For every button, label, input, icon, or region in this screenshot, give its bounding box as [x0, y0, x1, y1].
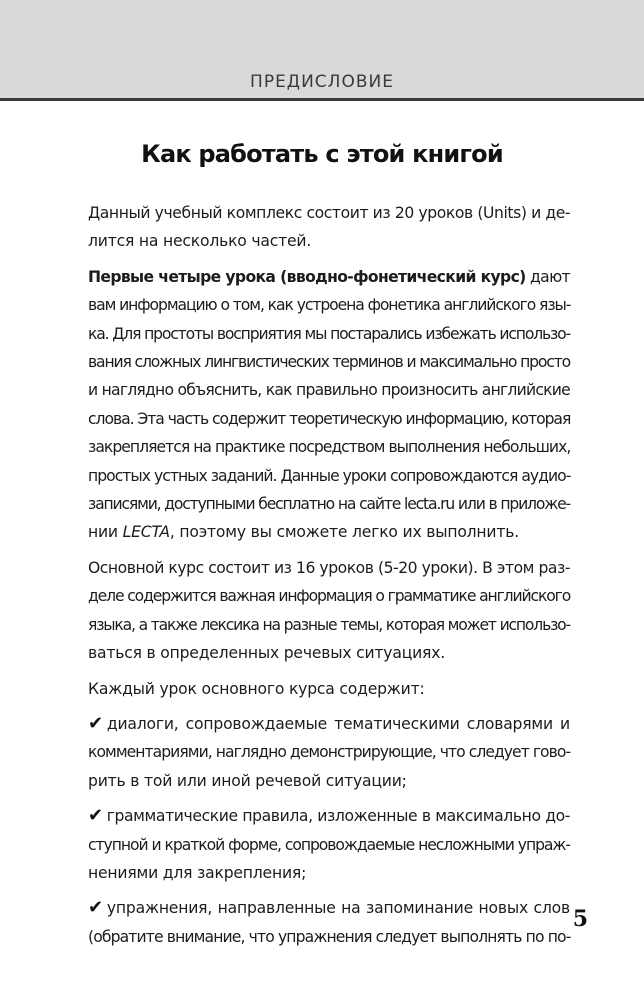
text-line	[60, 710, 570, 738]
text-line: закрепляется на практике посредством выполнения небольших,	[88, 438, 571, 457]
text-line: Каждый урок основного курса содержит:	[88, 679, 425, 698]
text-line	[60, 802, 570, 830]
item-text: упражнения, направленные на запоминание новых слов	[106, 899, 570, 918]
text-line: Данный учебный комплекс состоит из 20 уроков (Units) и де-	[88, 204, 571, 222]
text-line: лится на несколько частей.	[88, 232, 312, 251]
text-line: комментариями, наглядно демонстрирующие, что следует гово-	[88, 743, 571, 762]
text-line: ступной и краткой форме, сопровождаемые несложными упраж-	[88, 835, 570, 854]
page-title: Как работать с этой книгой	[141, 140, 503, 168]
bold-lead: Первые четыре урока (вводно-фонетический курс)	[88, 267, 526, 286]
text-line: простых устных заданий. Данные уроки сопровождаются аудио-	[88, 466, 571, 485]
section-label: ПРЕДИСЛОВИЕ	[250, 72, 394, 92]
lead-rest: дают	[530, 267, 570, 286]
paragraph-intro	[60, 199, 570, 256]
text-line: записями, доступными бесплатно на сайте lecta.ru или в приложе-	[88, 495, 570, 514]
text-line: вам информацию о том, как устроена фонетика английского язы-	[88, 296, 571, 315]
text-line: (обратите внимание, что упражнения следует выполнять по по-	[88, 927, 571, 946]
text-line: языка, а также лексика на разные темы, которая может использо-	[88, 615, 570, 634]
paragraph-main-course	[60, 554, 570, 668]
checklist-item	[60, 710, 570, 795]
checkmark-icon: ✔	[88, 805, 103, 827]
text-line: Основной курс состоит из 16 уроков (5-20 уроки). В этом раз-	[88, 558, 570, 577]
text-line: вания сложных лингвистических терминов и максимально просто	[88, 353, 571, 372]
text-line: ка. Для простоты восприятия мы постарались избежать использо-	[88, 324, 570, 343]
text-line: и наглядно объяснить, как правильно произносить английские	[88, 381, 570, 400]
text-line: рить в той или иной речевой ситуации;	[88, 771, 407, 790]
app-name: LECTA	[122, 523, 170, 542]
checkmark-icon: ✔	[88, 897, 103, 919]
header-rule	[0, 98, 644, 101]
text-line	[60, 263, 570, 291]
line-prefix: нии	[88, 523, 118, 542]
checklist-item	[60, 894, 570, 951]
text-line: нениями для закрепления;	[88, 863, 307, 882]
paragraph-lesson-contents	[60, 675, 570, 703]
item-text: грамматические правила, изложенные в максимально до-	[106, 807, 570, 826]
body-text	[60, 199, 570, 958]
paragraph-phonetic-course	[60, 263, 570, 547]
checkmark-icon: ✔	[88, 712, 103, 734]
item-text: диалоги, сопровождаемые тематическими словарями и	[106, 714, 570, 733]
page-number: 5	[572, 906, 588, 932]
text-line	[60, 894, 570, 922]
checklist-item	[60, 802, 570, 887]
text-line: деле содержится важная информация о грамматике английского	[88, 587, 571, 606]
text-line: слова. Эта часть содержит теоретическую информацию, которая	[88, 409, 571, 428]
text-line	[60, 518, 570, 546]
line-suffix: , поэтому вы сможете легко их выполнить.	[169, 523, 519, 542]
text-line: ваться в определенных речевых ситуациях.	[88, 644, 446, 663]
